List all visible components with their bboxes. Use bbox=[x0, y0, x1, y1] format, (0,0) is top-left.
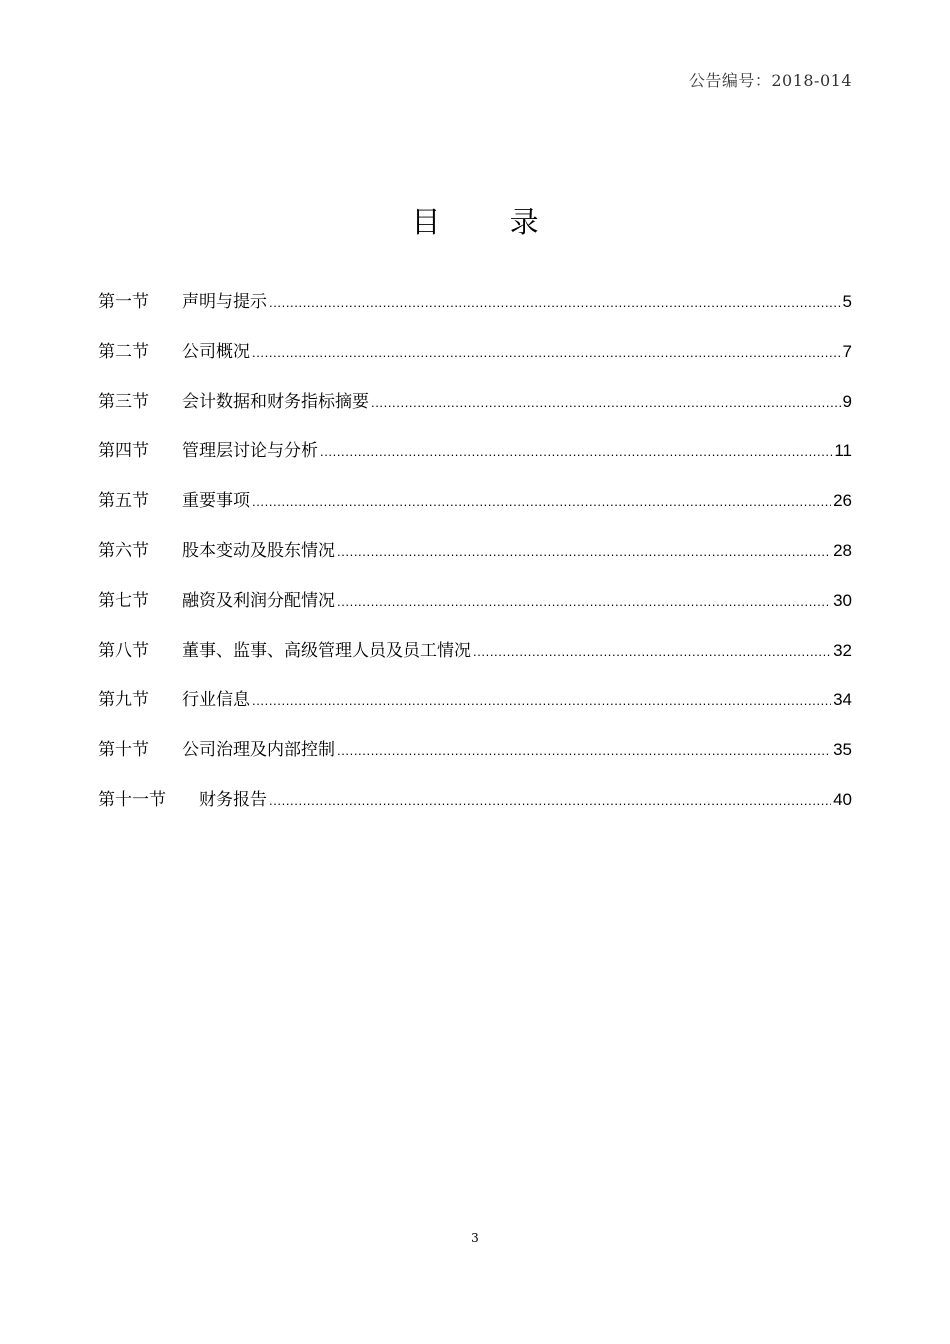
page-number: 3 bbox=[471, 1231, 479, 1245]
toc-section-number: 第二节 bbox=[98, 341, 149, 362]
toc-section-number: 第四节 bbox=[98, 441, 149, 462]
toc-section-name: 财务报告 bbox=[199, 789, 267, 810]
toc-page-number: 35 bbox=[833, 740, 852, 760]
toc-entry[interactable] bbox=[98, 338, 852, 388]
toc-page-number: 7 bbox=[842, 341, 852, 361]
toc-section-name: 行业信息 bbox=[182, 690, 250, 711]
toc-entry[interactable] bbox=[98, 736, 852, 786]
toc-entry[interactable] bbox=[98, 388, 852, 438]
toc-section-number: 第三节 bbox=[98, 391, 149, 412]
announcement-number: 公告编号：2018-014 bbox=[688, 71, 852, 90]
toc-section-name: 声明与提示 bbox=[182, 292, 267, 312]
toc-section-number: 第十节 bbox=[98, 740, 149, 761]
toc-page-number: 34 bbox=[833, 690, 852, 710]
toc-section-name: 重要事项 bbox=[182, 491, 250, 512]
toc-section-name: 公司概况 bbox=[182, 341, 250, 362]
toc-section-name: 管理层讨论与分析 bbox=[182, 441, 318, 462]
toc-section-number: 第五节 bbox=[98, 491, 149, 512]
toc-page-number: 28 bbox=[833, 540, 852, 560]
toc-section-number: 第六节 bbox=[98, 540, 149, 561]
toc-section-name: 公司治理及内部控制 bbox=[182, 740, 335, 761]
toc-leader-dots bbox=[269, 787, 831, 815]
toc-entry[interactable] bbox=[98, 786, 852, 836]
toc-entry[interactable] bbox=[98, 437, 852, 487]
toc-leader-dots bbox=[252, 339, 841, 367]
toc-entry[interactable] bbox=[98, 637, 852, 687]
toc-title: 目 录 bbox=[411, 205, 569, 239]
toc-entry[interactable] bbox=[98, 288, 852, 338]
toc-page-number: 5 bbox=[842, 292, 852, 311]
toc-page-number: 9 bbox=[842, 391, 852, 411]
toc-list bbox=[98, 288, 852, 836]
toc-entry[interactable] bbox=[98, 587, 852, 637]
toc-section-name: 会计数据和财务指标摘要 bbox=[182, 391, 369, 412]
toc-leader-dots bbox=[252, 488, 831, 516]
toc-leader-dots bbox=[337, 538, 831, 566]
toc-entry[interactable] bbox=[98, 537, 852, 587]
toc-leader-dots bbox=[320, 438, 832, 466]
toc-page-number: 11 bbox=[834, 441, 852, 461]
toc-leader-dots bbox=[337, 588, 831, 616]
toc-section-number: 第七节 bbox=[98, 590, 149, 611]
toc-entry[interactable] bbox=[98, 686, 852, 736]
toc-page-number: 40 bbox=[833, 789, 852, 809]
toc-page-number: 32 bbox=[833, 640, 852, 660]
toc-leader-dots bbox=[337, 737, 831, 765]
toc-section-number: 第九节 bbox=[98, 690, 149, 711]
toc-section-name: 融资及利润分配情况 bbox=[182, 590, 335, 611]
toc-section-number: 第十一节 bbox=[98, 789, 166, 810]
toc-page-number: 26 bbox=[833, 491, 852, 511]
toc-section-number: 第一节 bbox=[98, 292, 149, 312]
toc-leader-dots bbox=[269, 289, 841, 317]
toc-section-number: 第八节 bbox=[98, 640, 149, 661]
toc-leader-dots bbox=[252, 687, 831, 715]
toc-section-name: 董事、监事、高级管理人员及员工情况 bbox=[182, 640, 471, 661]
toc-section-name: 股本变动及股东情况 bbox=[182, 540, 335, 561]
toc-entry[interactable] bbox=[98, 487, 852, 537]
toc-page-number: 30 bbox=[833, 590, 852, 610]
toc-leader-dots bbox=[371, 389, 841, 417]
toc-leader-dots bbox=[473, 638, 831, 666]
